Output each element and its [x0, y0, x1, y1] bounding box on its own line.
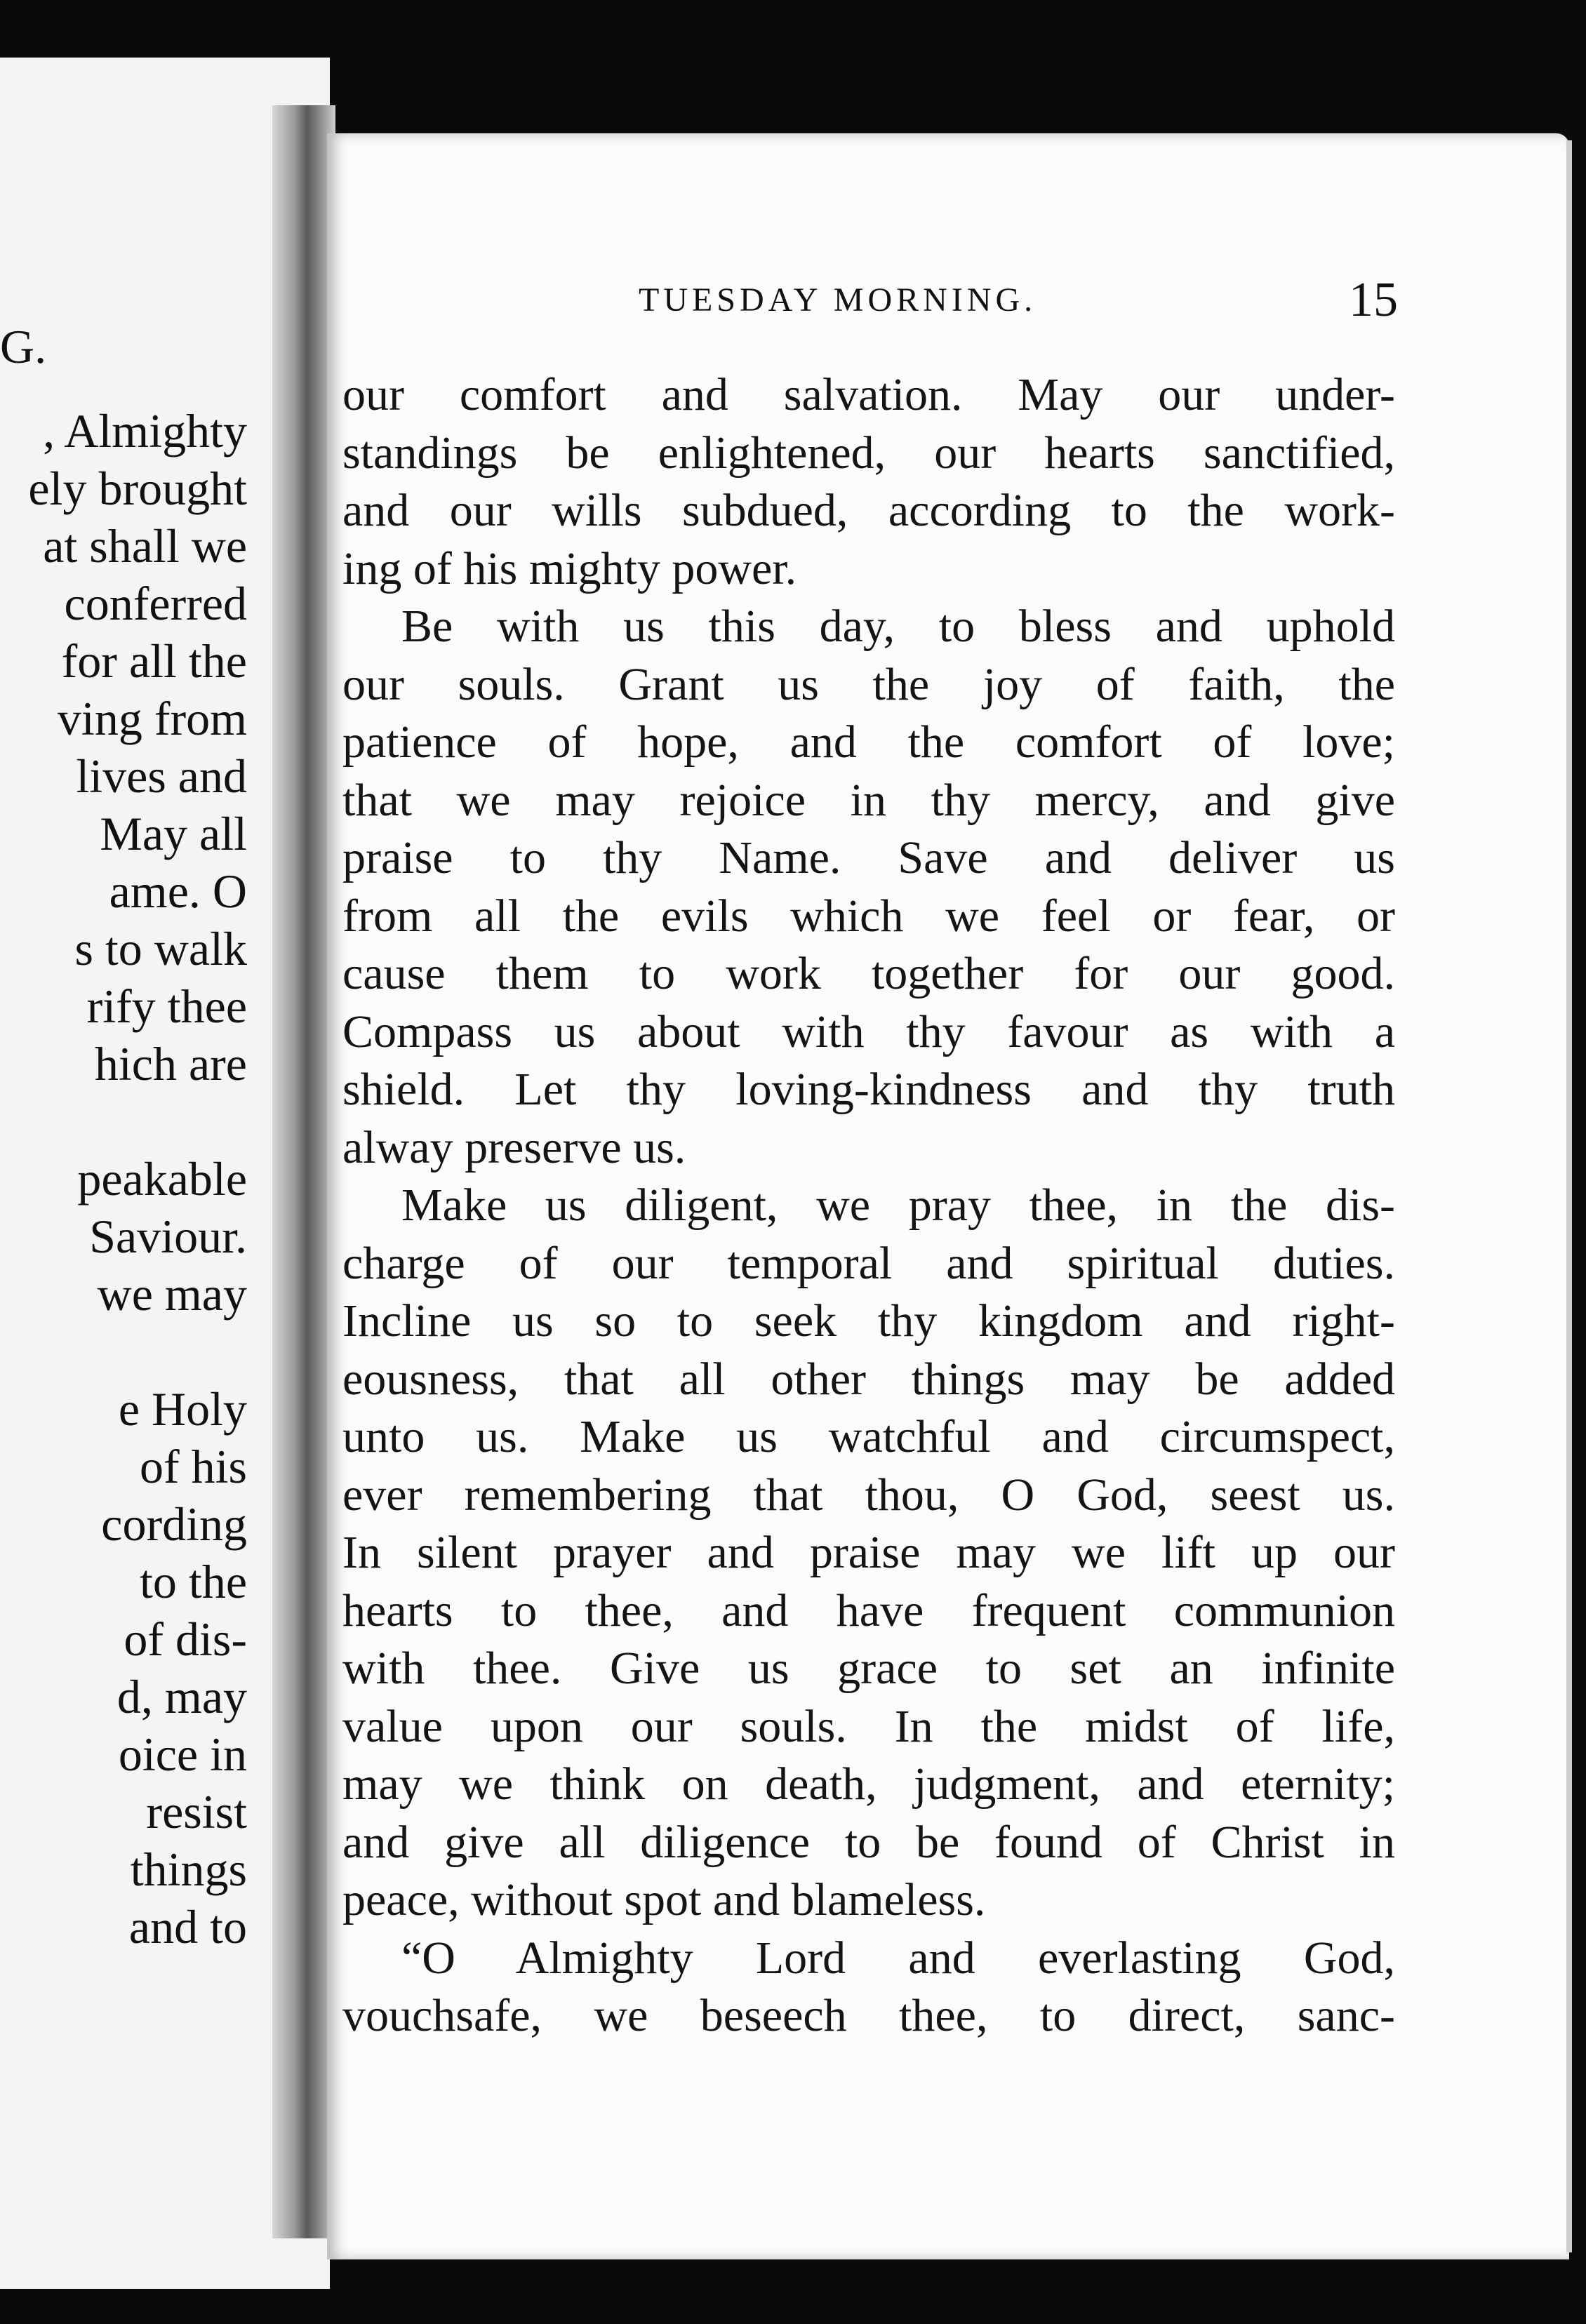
page-number: 15	[1349, 273, 1398, 327]
left-page-line: things	[130, 1843, 247, 1896]
left-page-line: Saviour.	[89, 1210, 247, 1263]
body-line: from all the evils which we feel or fear, or	[342, 890, 1395, 942]
body-line: peace, without spot and blameless.	[342, 1874, 986, 1925]
body-line: our comfort and salvation. May our under-	[342, 369, 1395, 420]
body-line: unto us. Make us watchful and circumspect,	[342, 1411, 1395, 1462]
left-page-line: rify thee	[86, 980, 247, 1033]
left-page-line: peakable	[77, 1152, 247, 1206]
body-line: charge of our temporal and spiritual duties.	[342, 1238, 1395, 1289]
body-line: Be with us this day, to bless and uphold	[401, 601, 1395, 652]
body-line: and give all diligence to be found of Christ in	[342, 1817, 1395, 1868]
body-line: shield. Let thy loving-kindness and thy truth	[342, 1064, 1395, 1115]
left-page-line: ely brought	[28, 462, 247, 515]
body-line: “O Almighty Lord and everlasting God,	[401, 1932, 1395, 1984]
body-line: Incline us so to seek thy kingdom and right-	[342, 1295, 1395, 1347]
left-page-line: and to	[128, 1900, 247, 1954]
left-page-line: e Holy	[118, 1382, 247, 1436]
body-line: may we think on death, judgment, and eternity;	[342, 1758, 1395, 1810]
body-line: with thee. Give us grace to set an infinite	[342, 1643, 1395, 1694]
body-line: Make us diligent, we pray thee, in the dis-	[401, 1180, 1395, 1231]
body-line: value upon our souls. In the midst of life,	[342, 1701, 1395, 1752]
left-page-line: , Almighty	[43, 404, 247, 458]
left-page-line: we may	[97, 1267, 247, 1321]
running-head: TUESDAY MORNING.	[639, 281, 1037, 319]
left-page-line: s to walk	[74, 922, 247, 975]
page-edge	[1566, 140, 1572, 2252]
left-page-line: of dis-	[124, 1612, 247, 1666]
left-page-line: conferred	[64, 577, 247, 630]
body-line: eousness, that all other things may be added	[342, 1354, 1395, 1405]
body-line: praise to thy Name. Save and deliver us	[342, 832, 1395, 883]
left-page-line: of his	[140, 1440, 247, 1493]
body-line: alway preserve us.	[342, 1122, 686, 1173]
body-line: hearts to thee, and have frequent communion	[342, 1585, 1395, 1636]
body-line: standings be enlightened, our hearts sanctified,	[342, 427, 1395, 479]
left-page-line: cording	[101, 1497, 247, 1551]
book-gutter	[272, 105, 335, 2238]
body-line: In silent prayer and praise may we lift up our	[342, 1527, 1395, 1578]
body-line: vouchsafe, we beseech thee, to direct, sanc-	[342, 1990, 1395, 2041]
left-page-line: ving from	[57, 692, 247, 745]
left-page-line: resist	[146, 1785, 247, 1838]
body-line: ing of his mighty power.	[342, 543, 797, 594]
left-page-line: oice in	[118, 1728, 247, 1781]
body-line: cause them to work together for our good.	[342, 948, 1395, 999]
left-page-line: for all the	[61, 634, 247, 688]
body-line: our souls. Grant us the joy of faith, the	[342, 659, 1395, 710]
body-line: Compass us about with thy favour as with a	[342, 1006, 1395, 1057]
body-line: and our wills subdued, according to the work-	[342, 485, 1395, 536]
left-page-line: G.	[0, 320, 47, 373]
left-page-line: to the	[140, 1555, 247, 1608]
left-page-line: May all	[100, 807, 247, 860]
left-page-line: d, may	[116, 1670, 247, 1723]
body-line: that we may rejoice in thy mercy, and give	[342, 775, 1395, 826]
left-page-line: ame. O	[109, 864, 247, 918]
left-page-line: lives and	[76, 749, 247, 803]
body-line: patience of hope, and the comfort of love;	[342, 716, 1395, 768]
body-line: ever remembering that thou, O God, seest us.	[342, 1469, 1395, 1521]
left-page-line: at shall we	[43, 519, 247, 573]
left-page-line: hich are	[94, 1037, 247, 1090]
